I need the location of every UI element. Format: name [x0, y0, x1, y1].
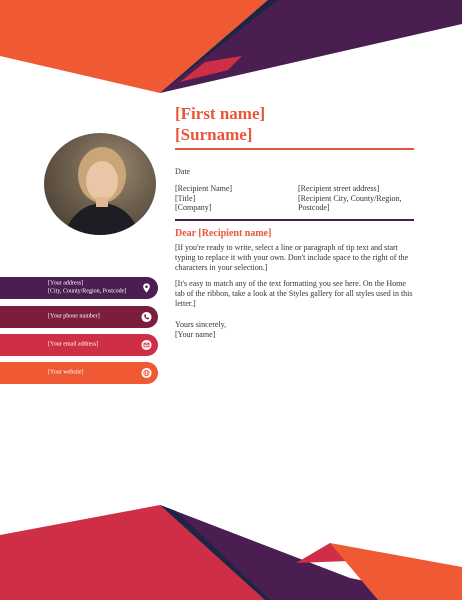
recipient-city: [Recipient City, County/Region,	[298, 193, 402, 203]
recipient-block	[175, 184, 285, 213]
recipient-postcode: Postcode]	[298, 203, 330, 212]
address-line-2: [City, County/Region, Postcode]	[48, 288, 127, 294]
contact-phone-bar	[0, 306, 158, 328]
recipient-title: [Title]	[175, 193, 196, 203]
email-icon	[141, 340, 152, 351]
closing: Yours sincerely,	[175, 320, 227, 329]
contact-address-bar	[0, 277, 158, 299]
contact-email-bar	[0, 334, 158, 356]
globe-icon	[141, 368, 152, 379]
recipient-company: [Company]	[175, 203, 212, 212]
recipient-address-block	[298, 184, 418, 213]
recipient-street: [Recipient street address]	[298, 184, 380, 193]
contact-website: [Your website]	[48, 369, 84, 376]
divider-purple	[175, 219, 414, 221]
salutation: Dear [Recipient name]	[175, 228, 272, 239]
contact-address	[48, 281, 126, 296]
contact-email: [Your email address]	[48, 341, 99, 348]
contact-website-bar	[0, 362, 158, 384]
body-paragraph-1: [If you're ready to write, select a line or paragraph of tip text and start typing to replace it with your own. Don't include space to the right of the characters in your selection.]	[175, 243, 409, 272]
divider-orange	[175, 148, 414, 150]
surname: [Surname]	[175, 125, 253, 144]
closing-block	[175, 320, 226, 339]
date: Date	[175, 167, 191, 176]
first-name: [First name]	[175, 104, 266, 123]
contact-phone: [Your phone number]	[48, 313, 100, 320]
body-paragraph-2: [It's easy to match any of the text formatting you see here. On the Home tab of the ribbon, take a look at the Styles gallery for all styles used in this letter.]	[175, 279, 413, 308]
signature: [Your name]	[175, 329, 216, 339]
phone-icon	[141, 312, 152, 323]
address-line-1: [Your address]	[48, 280, 84, 287]
applicant-name	[175, 103, 265, 145]
recipient-name: [Recipient Name]	[175, 184, 233, 193]
location-pin-icon	[141, 283, 152, 294]
profile-photo	[44, 133, 156, 235]
